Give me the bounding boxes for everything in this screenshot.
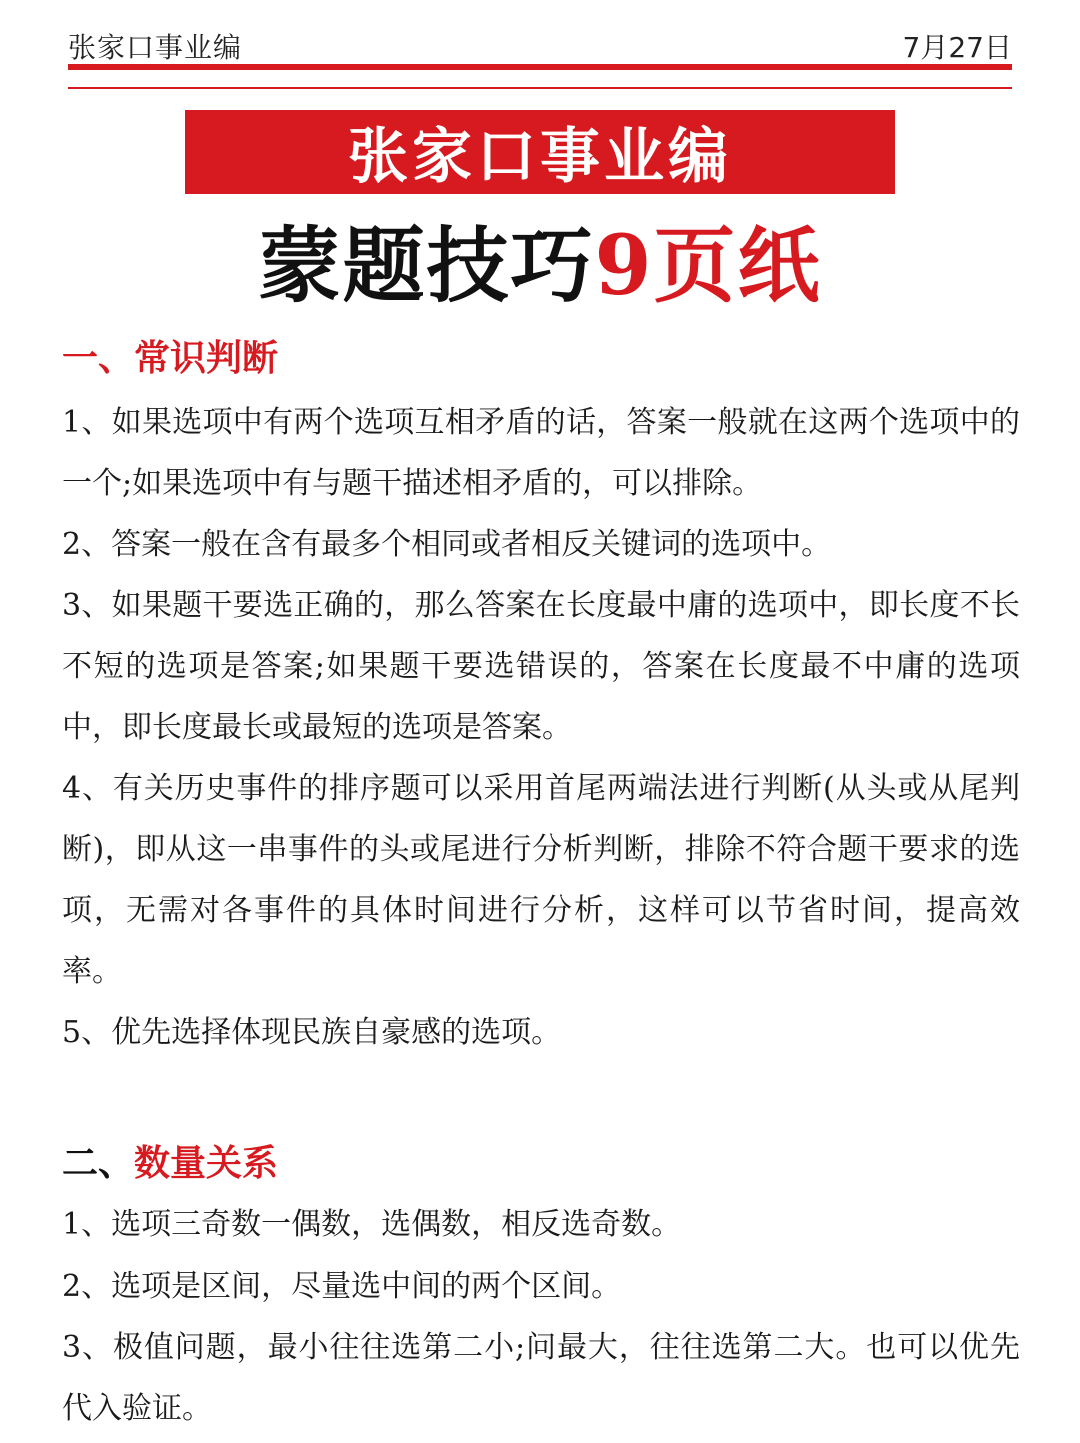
header-rule-thin: [68, 87, 1012, 89]
title-banner: [185, 110, 895, 194]
title-main: 蒙题技巧: [258, 218, 595, 314]
section-number: 一、: [62, 337, 135, 379]
section-number: 二、: [62, 1142, 135, 1184]
section-heading-general-knowledge: [62, 330, 278, 381]
list-item: 2、答案一般在含有最多个相同或者相反关键词的选项中。: [62, 527, 832, 562]
list-item: 4、有关历史事件的排序题可以采用首尾两端法进行判断(从头或从尾判断)，即从这一串事件的头或尾进行分析判断，排除不符合题干要求的选项，无需对各事件的具体时间进行分析，这样可以节省时间，提高效率。: [62, 771, 1020, 989]
list-item: 3、如果题干要选正确的，那么答案在长度最中庸的选项中，即长度不长不短的选项是答案;如果题干要选错误的，答案在长度最不中庸的选项中，即长度最长或最短的选项是答案。: [62, 588, 1020, 745]
list-item: 2、选项是区间，尽量选中间的两个区间。: [62, 1269, 622, 1304]
section-title: 常识判断: [134, 337, 279, 379]
title-accent: 9页纸: [594, 218, 822, 314]
header-rule-thick: [68, 64, 1012, 70]
list-item: 1、如果选项中有两个选项互相矛盾的话，答案一般就在这两个选项中的一个;如果选项中有与题干描述相矛盾的，可以排除。: [62, 405, 1020, 501]
banner-text: 张家口事业编: [348, 122, 732, 192]
page-title: [0, 218, 1080, 314]
section-title: 数量关系: [134, 1142, 279, 1184]
header-date: 7月27日: [902, 31, 1012, 64]
list-item: 3、极值问题，最小往往选第二小;问最大，往往选第二大。也可以优先代入验证。: [62, 1330, 1020, 1426]
page-header: [68, 22, 1012, 66]
list-item: 5、优先选择体现民族自豪感的选项。: [62, 1015, 562, 1050]
section-heading-quantitative: [62, 1135, 278, 1186]
list-item: 1、选项三奇数一偶数，选偶数，相反选奇数。: [62, 1207, 682, 1242]
header-account-name: 张家口事业编: [68, 31, 243, 64]
